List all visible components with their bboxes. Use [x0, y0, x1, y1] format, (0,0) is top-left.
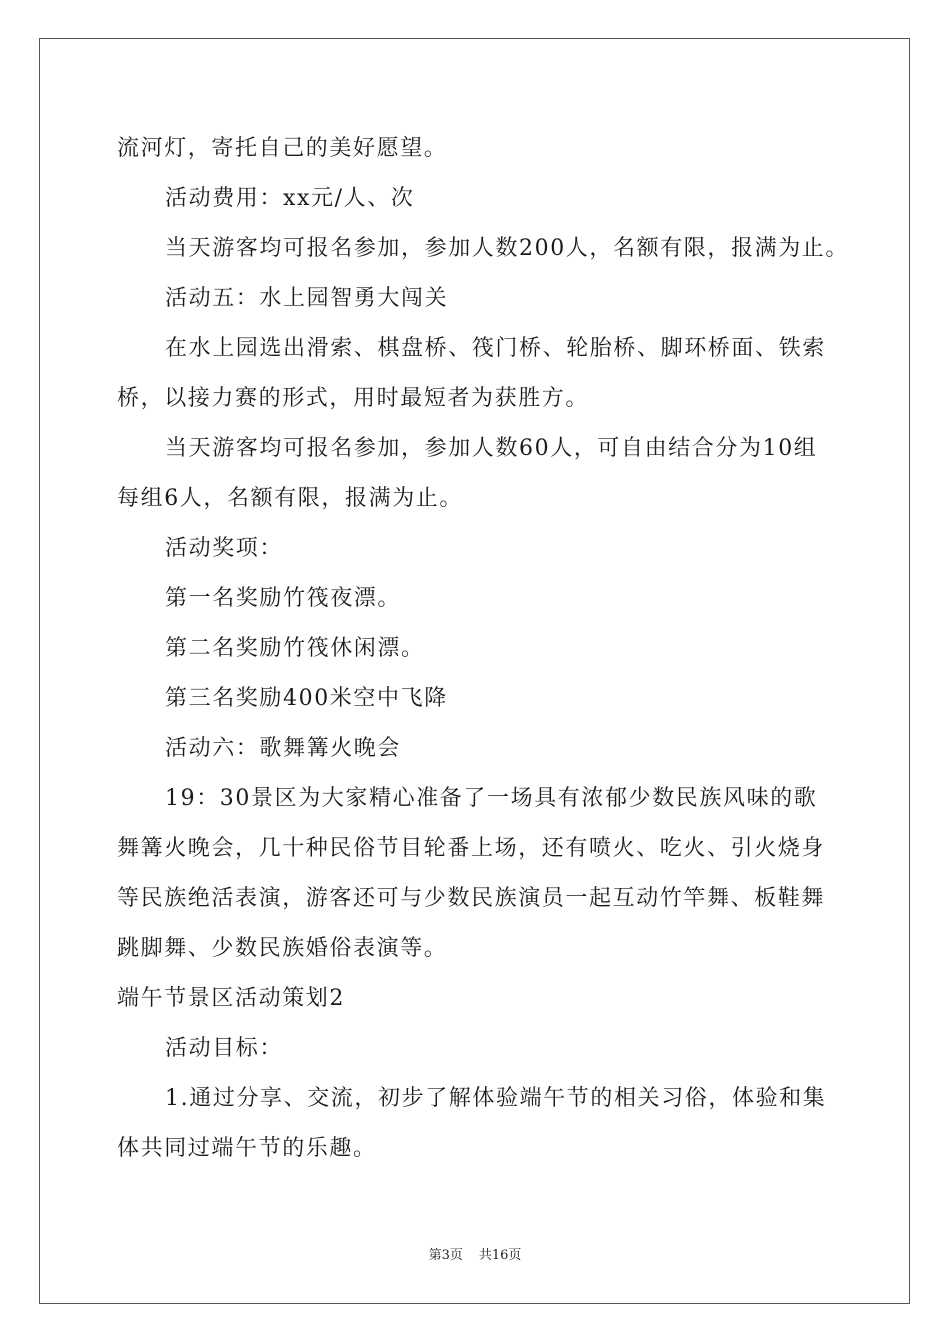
text-line-9: 活动奖项：: [165, 536, 284, 561]
text-line-20: 1.通过分享、交流，初步了解体验端午节的相关习俗，体验和集: [165, 1086, 827, 1111]
text-line-5: 在水上园选出滑索、棋盘桥、筏门桥、轮胎桥、脚环桥面、铁索: [165, 336, 826, 361]
text-line-13: 活动六：歌舞篝火晚会: [165, 736, 402, 761]
text-line-7: 当天游客均可报名参加，参加人数60人，可自由结合分为10组: [165, 436, 818, 461]
text-line-16: 等民族绝活表演，游客还可与少数民族演员一起互动竹竿舞、板鞋舞: [117, 886, 826, 911]
text-line-8: 每组6人，名额有限，报满为止。: [117, 486, 463, 511]
text-line-1: 流河灯，寄托自己的美好愿望。: [117, 136, 448, 161]
text-line-11: 第二名奖励竹筏休闲漂。: [165, 636, 425, 661]
text-line-15: 舞篝火晚会，几十种民俗节目轮番上场，还有喷火、吃火、引火烧身: [117, 836, 826, 861]
page-footer: [0, 1247, 950, 1265]
page-total: 共16页: [478, 1248, 522, 1263]
text-line-17: 跳脚舞、少数民族婚俗表演等。: [117, 936, 448, 961]
text-line-3: 当天游客均可报名参加，参加人数200人，名额有限，报满为止。: [165, 236, 849, 261]
page-number: 第3页: [428, 1248, 463, 1263]
text-line-10: 第一名奖励竹筏夜漂。: [165, 586, 402, 611]
section-heading: 端午节景区活动策划2: [117, 986, 345, 1011]
text-line-6: 桥，以接力赛的形式，用时最短者为获胜方。: [117, 386, 590, 411]
text-line-4: 活动五：水上园智勇大闯关: [165, 286, 449, 311]
text-line-21: 体共同过端午节的乐趣。: [117, 1136, 377, 1161]
text-line-12: 第三名奖励400米空中飞降: [165, 686, 448, 711]
text-line-14: 19：30景区为大家精心准备了一场具有浓郁少数民族风味的歌: [165, 786, 818, 811]
page-border: [39, 38, 910, 1304]
text-line-2: 活动费用：xx元/人、次: [165, 186, 415, 211]
text-line-19: 活动目标：: [165, 1036, 284, 1061]
